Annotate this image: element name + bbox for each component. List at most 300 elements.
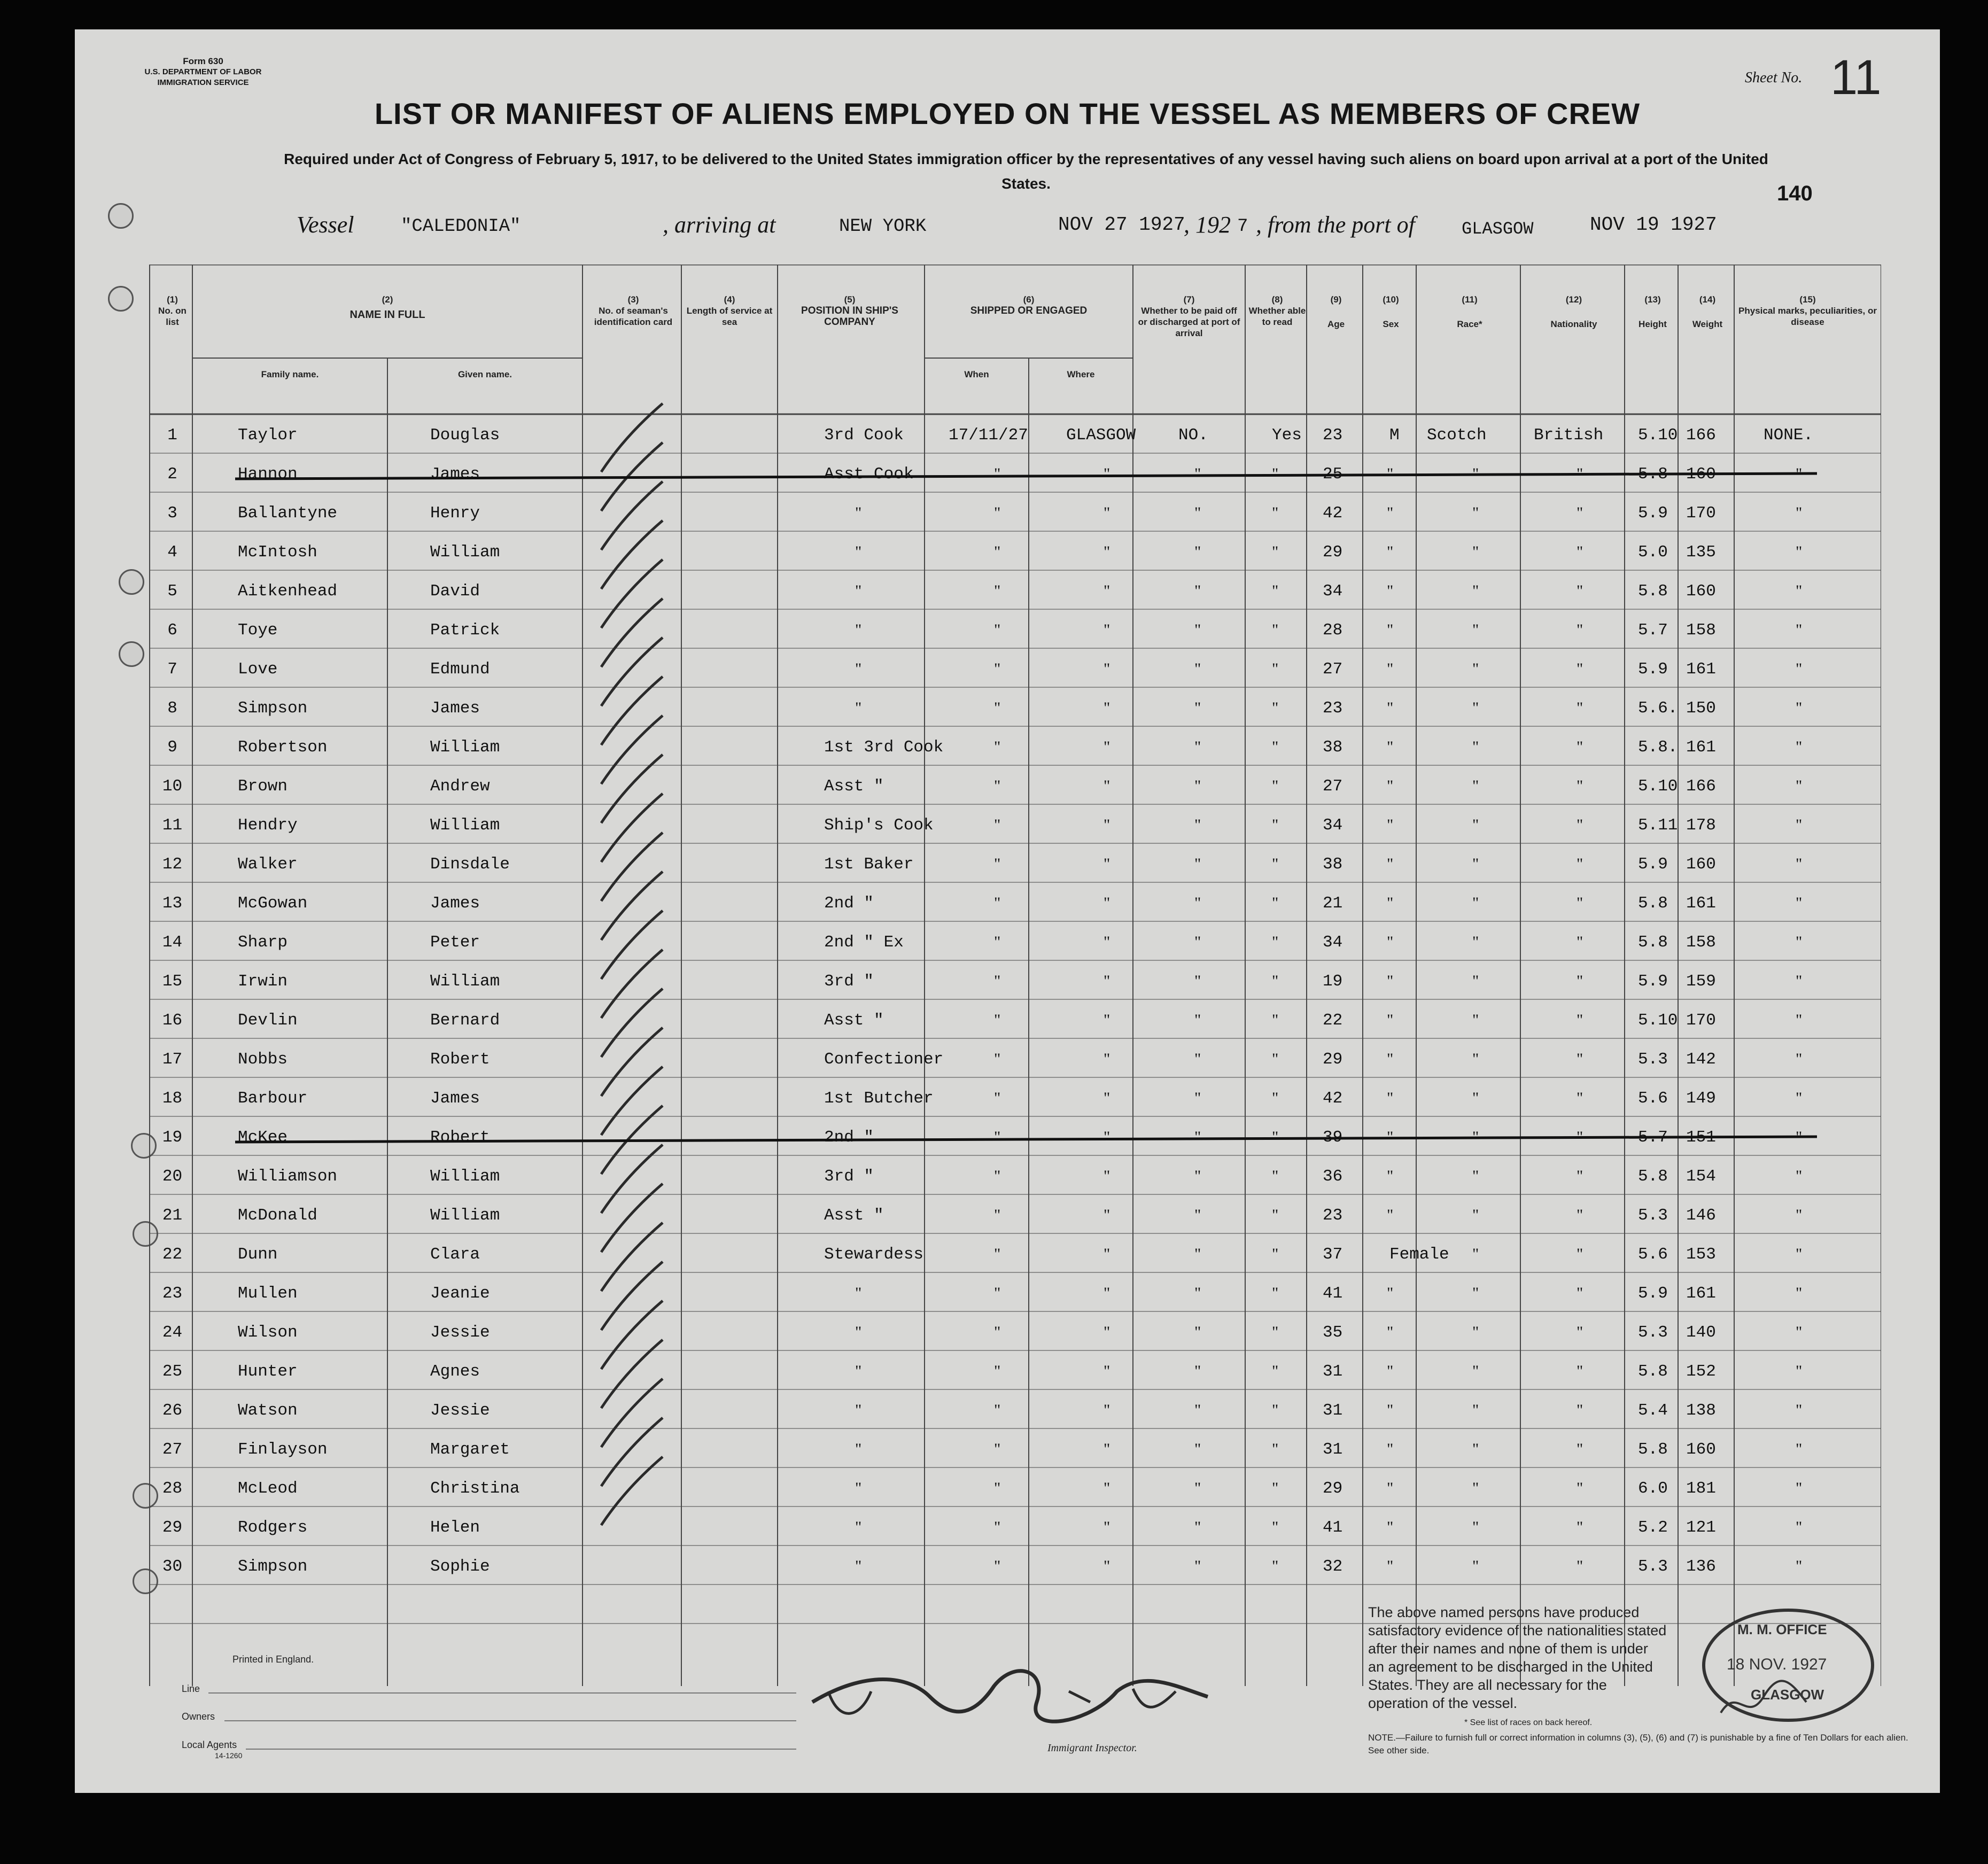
weight-value: 153 xyxy=(1686,1245,1716,1264)
sex-ditto: " xyxy=(1387,582,1394,600)
where-ditto: " xyxy=(1104,543,1111,561)
when-ditto: " xyxy=(994,1089,1001,1107)
age-value: 28 xyxy=(1323,621,1343,640)
given-name: Douglas xyxy=(430,426,500,445)
given-name: William xyxy=(430,543,500,562)
age-value: 41 xyxy=(1323,1284,1343,1303)
col-7-label: Whether to be paid off or discharged at port of arrival xyxy=(1138,306,1240,338)
paid-ditto: " xyxy=(1194,1245,1201,1263)
where-ditto: " xyxy=(1104,1518,1111,1536)
nationality-ditto: " xyxy=(1577,933,1583,951)
nationality-ditto: " xyxy=(1577,894,1583,912)
nationality-ditto: " xyxy=(1577,1557,1583,1575)
given-name: Henry xyxy=(430,504,480,523)
id-card-check-mark xyxy=(601,1184,663,1252)
nationality-value: British xyxy=(1534,426,1604,445)
sex-ditto: " xyxy=(1387,972,1394,990)
position-value: Stewardess xyxy=(824,1245,924,1264)
weight-value: 158 xyxy=(1686,933,1716,952)
nationality-ditto: " xyxy=(1577,1167,1583,1185)
marks-ditto: " xyxy=(1796,1362,1803,1380)
family-name: Wilson xyxy=(238,1323,298,1342)
row-number: 6 xyxy=(167,621,177,640)
when-ditto: " xyxy=(994,1557,1001,1575)
race-ditto: " xyxy=(1472,933,1479,951)
given-name: William xyxy=(430,1167,500,1186)
family-name: McKee xyxy=(238,1128,288,1147)
height-value: 5.8 xyxy=(1638,1440,1668,1459)
marks-ditto: " xyxy=(1796,1206,1803,1224)
nationality-ditto: " xyxy=(1577,582,1583,600)
family-name: Brown xyxy=(238,777,288,796)
where-ditto: " xyxy=(1104,660,1111,678)
punch-hole xyxy=(108,203,134,229)
family-name: Walker xyxy=(238,855,298,874)
col-5-label: POSITION IN SHIP'S COMPANY xyxy=(801,305,898,328)
position-value: Asst " xyxy=(824,1206,884,1225)
sex-ditto: " xyxy=(1387,1440,1394,1458)
where-ditto: " xyxy=(1104,1089,1111,1107)
race-ditto: " xyxy=(1472,1323,1479,1341)
paid-ditto: " xyxy=(1194,1089,1201,1107)
race-ditto: " xyxy=(1472,738,1479,756)
from-port: GLASGOW xyxy=(1462,219,1534,239)
id-card-check-mark xyxy=(601,1028,663,1096)
col-1-header xyxy=(155,294,190,328)
printed-note: Printed in England. xyxy=(232,1654,314,1665)
sex-ditto: " xyxy=(1387,543,1394,561)
row-number: 4 xyxy=(167,543,177,562)
marks-ditto: " xyxy=(1796,582,1803,600)
read-ditto: " xyxy=(1272,1167,1279,1185)
when-ditto: " xyxy=(994,1362,1001,1380)
col-9-number: (9) xyxy=(1330,294,1342,305)
given-name: Agnes xyxy=(430,1362,480,1381)
read-value: Yes xyxy=(1272,426,1302,445)
nationality-ditto: " xyxy=(1577,816,1583,834)
position-ditto: " xyxy=(855,660,862,678)
age-value: 25 xyxy=(1323,465,1343,484)
where-ditto: " xyxy=(1104,1362,1111,1380)
marks-ditto: " xyxy=(1796,504,1803,522)
id-card-check-mark xyxy=(601,481,663,550)
family-name: Aitkenhead xyxy=(238,582,338,601)
position-value: Confectioner xyxy=(824,1050,944,1069)
paid-ditto: " xyxy=(1194,1128,1201,1146)
position-ditto: " xyxy=(855,699,862,717)
sex-ditto: " xyxy=(1387,1362,1394,1380)
family-name: McIntosh xyxy=(238,543,317,562)
where-value: GLASGOW xyxy=(1066,426,1136,445)
col-8-header xyxy=(1248,294,1307,328)
read-ditto: " xyxy=(1272,1050,1279,1068)
family-name: Dunn xyxy=(238,1245,278,1264)
nationality-ditto: " xyxy=(1577,1362,1583,1380)
read-ditto: " xyxy=(1272,855,1279,873)
id-card-check-mark xyxy=(601,833,663,901)
given-name: Bernard xyxy=(430,1011,500,1030)
marks-value: NONE. xyxy=(1764,426,1814,445)
id-card-check-mark xyxy=(601,1457,663,1525)
race-ditto: " xyxy=(1472,1167,1479,1185)
given-name: William xyxy=(430,1206,500,1225)
col-14-number: (14) xyxy=(1699,294,1716,305)
row-number: 16 xyxy=(162,1011,183,1030)
marks-ditto: " xyxy=(1796,855,1803,873)
row-number: 22 xyxy=(162,1245,183,1264)
weight-value: 170 xyxy=(1686,504,1716,523)
row-number: 7 xyxy=(167,660,177,679)
weight-value: 161 xyxy=(1686,660,1716,679)
id-card-check-mark xyxy=(601,755,663,823)
sex-ditto: " xyxy=(1387,1167,1394,1185)
sex-ditto: " xyxy=(1387,660,1394,678)
agents-ref: 14-1260 xyxy=(215,1751,243,1760)
age-value: 34 xyxy=(1323,582,1343,601)
col-10-number: (10) xyxy=(1383,294,1399,305)
marks-ditto: " xyxy=(1796,543,1803,561)
given-name: Helen xyxy=(430,1518,480,1537)
weight-value: 149 xyxy=(1686,1089,1716,1108)
nationality-ditto: " xyxy=(1577,621,1583,639)
given-name: Edmund xyxy=(430,660,490,679)
sex-ditto: " xyxy=(1387,816,1394,834)
age-value: 34 xyxy=(1323,933,1343,952)
position-ditto: " xyxy=(855,1284,862,1302)
position-ditto: " xyxy=(855,504,862,522)
family-name: Hunter xyxy=(238,1362,298,1381)
race-ditto: " xyxy=(1472,582,1479,600)
when-ditto: " xyxy=(994,1050,1001,1068)
sex-ditto: " xyxy=(1387,699,1394,717)
when-ditto: " xyxy=(994,621,1001,639)
col-4-label: Length of service at sea xyxy=(686,306,773,327)
given-name: William xyxy=(430,816,500,835)
given-name: Dinsdale xyxy=(430,855,510,874)
stamp-top-text: M. M. OFFICE xyxy=(1737,1621,1827,1637)
height-value: 5.7 xyxy=(1638,621,1668,640)
where-ditto: " xyxy=(1104,855,1111,873)
col-10-label: Sex xyxy=(1383,319,1399,329)
weight-value: 142 xyxy=(1686,1050,1716,1069)
given-name: James xyxy=(430,894,480,913)
family-name: Simpson xyxy=(238,699,308,718)
height-value: 5.2 xyxy=(1638,1518,1668,1537)
read-ditto: " xyxy=(1272,894,1279,912)
height-value: 5.3 xyxy=(1638,1323,1668,1342)
col-12-label: Nationality xyxy=(1550,319,1597,329)
where-ditto: " xyxy=(1104,972,1111,990)
given-name: Peter xyxy=(430,933,480,952)
weight-value: 136 xyxy=(1686,1557,1716,1576)
age-value: 29 xyxy=(1323,543,1343,562)
col-2a-header: Family name. xyxy=(261,369,319,379)
nationality-ditto: " xyxy=(1577,504,1583,522)
paid-ditto: " xyxy=(1194,1206,1201,1224)
nationality-ditto: " xyxy=(1577,972,1583,990)
paid-ditto: " xyxy=(1194,504,1201,522)
sex-ditto: " xyxy=(1387,777,1394,795)
marks-ditto: " xyxy=(1796,699,1803,717)
weight-value: 160 xyxy=(1686,1440,1716,1459)
race-ditto: " xyxy=(1472,1518,1479,1536)
weight-value: 158 xyxy=(1686,621,1716,640)
nationality-ditto: " xyxy=(1577,1128,1583,1146)
weight-value: 140 xyxy=(1686,1323,1716,1342)
given-name: David xyxy=(430,582,480,601)
height-value: 5.3 xyxy=(1638,1557,1668,1576)
sex-ditto: " xyxy=(1387,738,1394,756)
col-6b-header: Where xyxy=(1067,369,1095,379)
sex-ditto: " xyxy=(1387,1284,1394,1302)
col-12-number: (12) xyxy=(1565,294,1582,305)
weight-value: 166 xyxy=(1686,777,1716,796)
weight-value: 138 xyxy=(1686,1401,1716,1420)
race-ditto: " xyxy=(1472,1362,1479,1380)
age-value: 23 xyxy=(1323,426,1343,445)
sex-ditto: " xyxy=(1387,933,1394,951)
where-ditto: " xyxy=(1104,738,1111,756)
race-ditto: " xyxy=(1472,1206,1479,1224)
position-value: 3rd " xyxy=(824,1167,874,1186)
given-name: William xyxy=(430,972,500,991)
paid-ditto: " xyxy=(1194,1011,1201,1029)
marks-ditto: " xyxy=(1796,1323,1803,1341)
col-13-label: Height xyxy=(1638,319,1667,329)
position-ditto: " xyxy=(855,1479,862,1497)
row-number: 9 xyxy=(167,738,177,757)
given-name: Andrew xyxy=(430,777,490,796)
race-ditto: " xyxy=(1472,816,1479,834)
marks-ditto: " xyxy=(1796,1557,1803,1575)
height-value: 5.10 xyxy=(1638,1011,1678,1030)
manifest-sheet xyxy=(75,29,1940,1793)
where-ditto: " xyxy=(1104,1284,1111,1302)
family-name: Love xyxy=(238,660,278,679)
id-card-check-mark xyxy=(601,872,663,940)
race-ditto: " xyxy=(1472,504,1479,522)
where-ditto: " xyxy=(1104,1050,1111,1068)
when-ditto: " xyxy=(994,699,1001,717)
col-14-header xyxy=(1681,294,1734,330)
position-value: 1st Butcher xyxy=(824,1089,934,1108)
weight-value: 160 xyxy=(1686,855,1716,874)
nationality-ditto: " xyxy=(1577,1518,1583,1536)
height-value: 5.9 xyxy=(1638,855,1668,874)
height-value: 5.10 xyxy=(1638,426,1678,445)
family-name: Rodgers xyxy=(238,1518,308,1537)
sex-ditto: " xyxy=(1387,894,1394,912)
marks-ditto: " xyxy=(1796,1089,1803,1107)
col-1-number: (1) xyxy=(167,294,178,305)
marks-ditto: " xyxy=(1796,738,1803,756)
row-number: 29 xyxy=(162,1518,183,1537)
id-card-check-mark xyxy=(601,638,663,706)
family-name: Watson xyxy=(238,1401,298,1420)
col-14-label: Weight xyxy=(1692,319,1723,329)
paid-ditto: " xyxy=(1194,894,1201,912)
paid-ditto: " xyxy=(1194,1479,1201,1497)
weight-value: 160 xyxy=(1686,465,1716,484)
position-ditto: " xyxy=(855,582,862,600)
department: U.S. DEPARTMENT OF LABOR xyxy=(144,67,262,76)
position-value: 3rd Cook xyxy=(824,426,904,445)
col-4-header xyxy=(684,294,775,328)
id-card-check-mark xyxy=(601,1223,663,1291)
when-ditto: " xyxy=(994,660,1001,678)
weight-value: 166 xyxy=(1686,426,1716,445)
when-ditto: " xyxy=(994,1284,1001,1302)
col-13-number: (13) xyxy=(1644,294,1661,305)
row-number: 19 xyxy=(162,1128,183,1147)
paid-ditto: " xyxy=(1194,1362,1201,1380)
col-6a-header: When xyxy=(964,369,989,379)
paid-ditto: " xyxy=(1194,1518,1201,1536)
height-value: 5.9 xyxy=(1638,1284,1668,1303)
owners-label: Owners xyxy=(182,1711,215,1722)
row-number: 1 xyxy=(167,426,177,445)
position-ditto: " xyxy=(855,1401,862,1419)
height-value: 5.0 xyxy=(1638,543,1668,562)
where-ditto: " xyxy=(1104,1479,1111,1497)
age-value: 38 xyxy=(1323,738,1343,757)
race-ditto: " xyxy=(1472,660,1479,678)
sex-ditto: " xyxy=(1387,465,1394,483)
col-9-header xyxy=(1309,294,1363,330)
where-ditto: " xyxy=(1104,621,1111,639)
family-name: Finlayson xyxy=(238,1440,328,1459)
col-15-number: (15) xyxy=(1799,294,1816,305)
col-2-number: (2) xyxy=(382,294,393,305)
position-value: Asst " xyxy=(824,1011,884,1030)
where-ditto: " xyxy=(1104,1245,1111,1263)
marks-ditto: " xyxy=(1796,465,1803,483)
read-ditto: " xyxy=(1272,1401,1279,1419)
id-card-check-mark xyxy=(601,1145,663,1213)
paid-ditto: " xyxy=(1194,933,1201,951)
where-ditto: " xyxy=(1104,1128,1111,1146)
race-ditto: " xyxy=(1472,894,1479,912)
race-ditto: " xyxy=(1472,621,1479,639)
race-value: Scotch xyxy=(1427,426,1487,445)
where-ditto: " xyxy=(1104,465,1111,483)
position-ditto: " xyxy=(855,1323,862,1341)
paid-ditto: " xyxy=(1194,738,1201,756)
col-8-number: (8) xyxy=(1271,294,1283,305)
race-ditto: " xyxy=(1472,1284,1479,1302)
height-value: 5.8 xyxy=(1638,1167,1668,1186)
vessel-label: Vessel xyxy=(297,212,354,238)
paid-ditto: " xyxy=(1194,816,1201,834)
read-ditto: " xyxy=(1272,660,1279,678)
age-value: 23 xyxy=(1323,1206,1343,1225)
sex-ditto: " xyxy=(1387,1050,1394,1068)
race-ditto: " xyxy=(1472,1050,1479,1068)
weight-value: 161 xyxy=(1686,738,1716,757)
read-ditto: " xyxy=(1272,504,1279,522)
weight-value: 178 xyxy=(1686,816,1716,835)
col-3-label: No. of seaman's identification card xyxy=(594,306,673,327)
age-value: 37 xyxy=(1323,1245,1343,1264)
row-number: 30 xyxy=(162,1557,183,1576)
family-name: McDonald xyxy=(238,1206,317,1225)
stamp-date: 18 NOV. 1927 xyxy=(1727,1656,1827,1673)
where-ditto: " xyxy=(1104,582,1111,600)
read-ditto: " xyxy=(1272,1362,1279,1380)
marks-ditto: " xyxy=(1796,1401,1803,1419)
where-ditto: " xyxy=(1104,504,1111,522)
paid-ditto: " xyxy=(1194,1401,1201,1419)
nationality-ditto: " xyxy=(1577,660,1583,678)
age-value: 29 xyxy=(1323,1050,1343,1069)
col-5-header xyxy=(780,294,919,328)
arriving-label: , arriving at xyxy=(663,212,776,238)
sex-ditto: " xyxy=(1387,1089,1394,1107)
age-value: 32 xyxy=(1323,1557,1343,1576)
sex-ditto: " xyxy=(1387,1479,1394,1497)
given-name: Patrick xyxy=(430,621,500,640)
age-value: 29 xyxy=(1323,1479,1343,1498)
row-number: 21 xyxy=(162,1206,183,1225)
col-15-label: Physical marks, peculiarities, or disease xyxy=(1738,306,1877,327)
nationality-ditto: " xyxy=(1577,1011,1583,1029)
given-name: Christina xyxy=(430,1479,520,1498)
when-ditto: " xyxy=(994,465,1001,483)
age-value: 35 xyxy=(1323,1323,1343,1342)
weight-value: 151 xyxy=(1686,1128,1716,1147)
year-label: , 192 xyxy=(1184,212,1231,238)
position-ditto: " xyxy=(855,1362,862,1380)
age-value: 42 xyxy=(1323,1089,1343,1108)
col-10-header xyxy=(1365,294,1416,330)
id-card-check-mark xyxy=(601,1340,663,1408)
col-8-label: Whether able to read xyxy=(1248,306,1306,327)
given-name: Robert xyxy=(430,1128,490,1147)
race-ditto: " xyxy=(1472,1557,1479,1575)
position-value: Ship's Cook xyxy=(824,816,934,835)
stamp-initials xyxy=(1710,1665,1817,1729)
when-ditto: " xyxy=(994,1167,1001,1185)
row-number: 12 xyxy=(162,855,183,874)
id-card-check-mark xyxy=(601,1418,663,1486)
where-ditto: " xyxy=(1104,699,1111,717)
marks-ditto: " xyxy=(1796,933,1803,951)
penalty-note: NOTE.—Failure to furnish full or correct information in columns (3), (5), (6) and (7) is punishable by a fine of Ten Dollars for each alien. See other side. xyxy=(1368,1733,1908,1756)
read-ditto: " xyxy=(1272,1440,1279,1458)
height-value: 5.4 xyxy=(1638,1401,1668,1420)
row-number: 3 xyxy=(167,504,177,523)
weight-value: 154 xyxy=(1686,1167,1716,1186)
col-3-number: (3) xyxy=(627,294,639,305)
read-ditto: " xyxy=(1272,543,1279,561)
when-ditto: " xyxy=(994,1128,1001,1146)
height-value: 5.8 xyxy=(1638,582,1668,601)
marks-ditto: " xyxy=(1796,1245,1803,1263)
when-ditto: " xyxy=(994,1401,1001,1419)
nationality-ditto: " xyxy=(1577,738,1583,756)
row-number: 14 xyxy=(162,933,183,952)
height-value: 5.8 xyxy=(1638,894,1668,913)
given-name: James xyxy=(430,1089,480,1108)
marks-ditto: " xyxy=(1796,816,1803,834)
id-card-check-mark xyxy=(601,1067,663,1135)
family-name: Toye xyxy=(238,621,278,640)
given-name: William xyxy=(430,738,500,757)
nationality-ditto: " xyxy=(1577,1284,1583,1302)
position-value: 1st 3rd Cook xyxy=(824,738,944,757)
sex-ditto: " xyxy=(1387,1518,1394,1536)
id-card-check-mark xyxy=(601,911,663,979)
